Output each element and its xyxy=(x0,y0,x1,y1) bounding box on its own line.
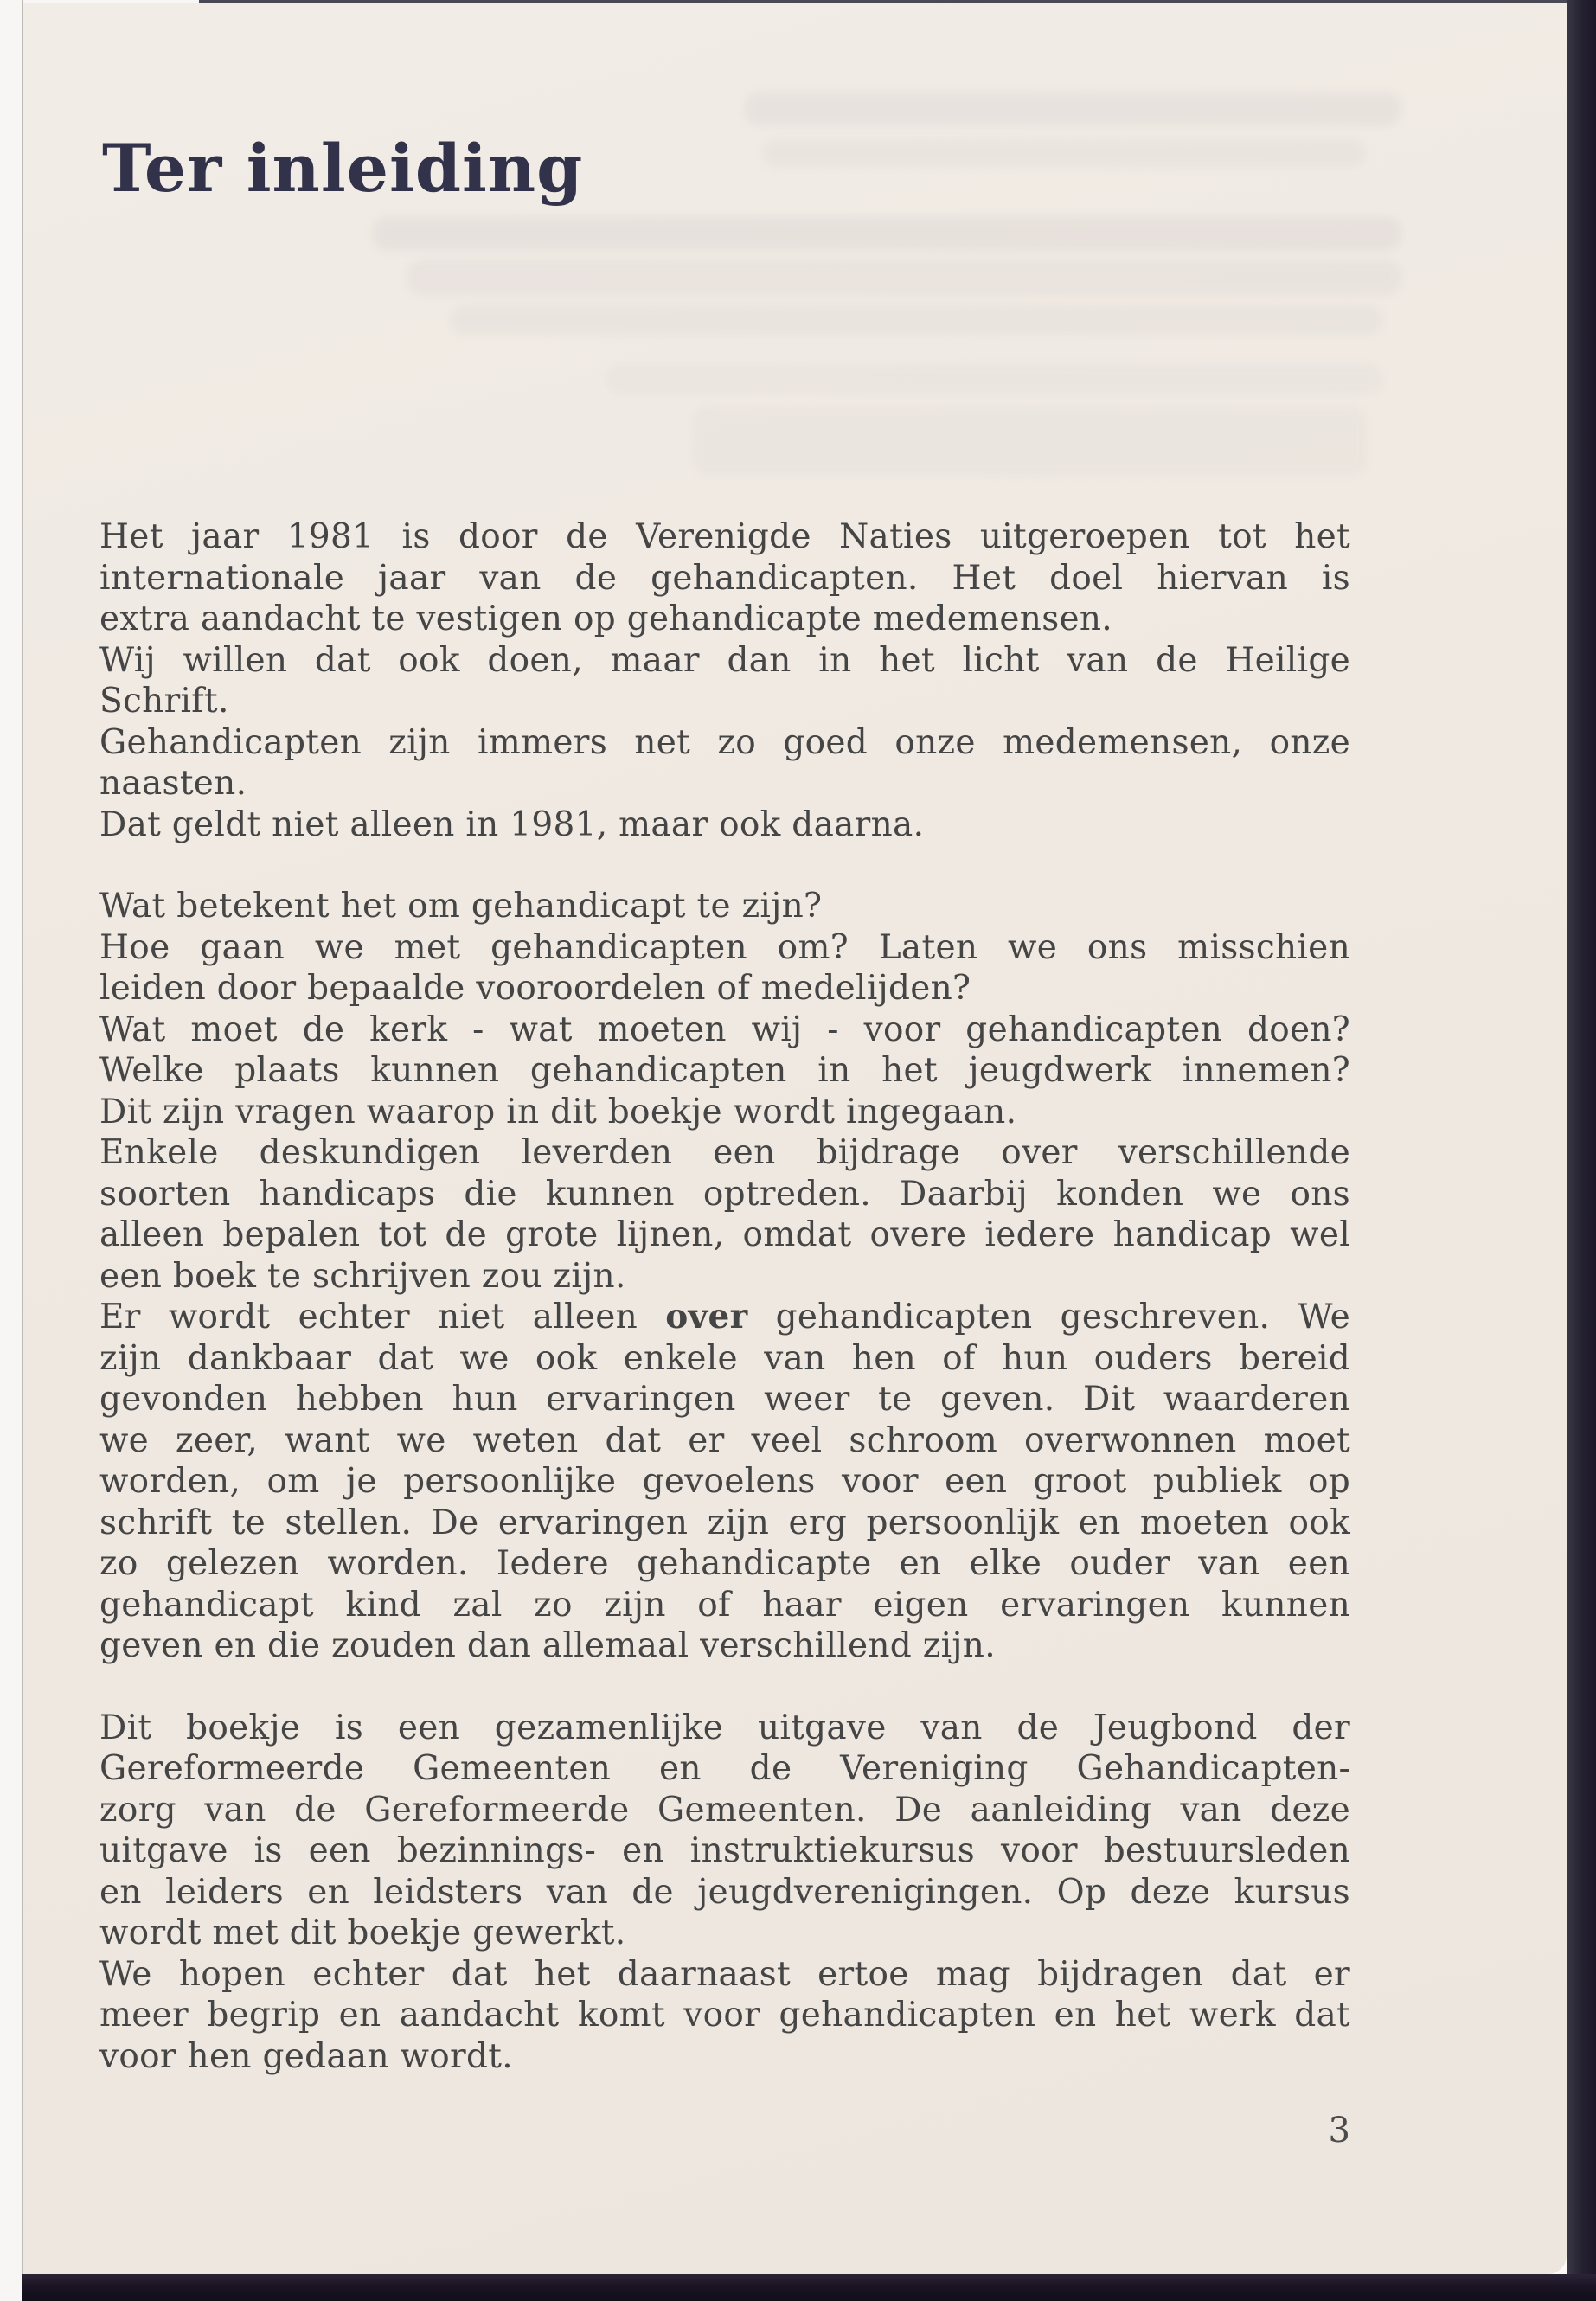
text-line: Dat geldt niet alleen in 1981, maar ook daarna. xyxy=(99,804,925,844)
text-line: meer begrip en aandacht komt voor gehandicapten en het werk dat xyxy=(99,1996,1350,2035)
page-title: Ter inleiding xyxy=(102,130,584,207)
text-line: naasten. xyxy=(99,764,247,803)
text-line: Welke plaats kunnen gehandicapten in het jeugdwerk innemen? xyxy=(99,1051,1350,1090)
text-line: een boek te schrijven zou zijn. xyxy=(99,1256,626,1296)
text-line: extra aandacht te vestigen op gehandicapte medemensen. xyxy=(99,599,1113,638)
text-line: zo gelezen worden. Iedere gehandicapte en elke ouder van een xyxy=(99,1544,1350,1583)
text-line: Wat moet de kerk - wat moeten wij - voor gehandicapten doen? xyxy=(99,1009,1350,1049)
text-line: Wij willen dat ook doen, maar dan in het licht van de Heilige xyxy=(99,640,1350,680)
text-line: Hoe gaan we met gehandicapten om? Laten we ons misschien xyxy=(99,927,1350,967)
text-line: gevonden hebben hun ervaringen weer te geven. Dit waarderen xyxy=(99,1380,1350,1419)
text-line: geven en die zouden dan allemaal verschillend zijn. xyxy=(99,1626,996,1665)
text-line: worden, om je persoonlijke gevoelens voor een groot publiek op xyxy=(99,1462,1350,1501)
text-line: voor hen gedaan wordt. xyxy=(99,2036,513,2076)
text-line: schrift te stellen. De ervaringen zijn erg persoonlijk en moeten ook xyxy=(99,1503,1350,1542)
text-line: Dit zijn vragen waarop in dit boekje wordt ingegaan. xyxy=(99,1092,1017,1131)
text-line: gehandicapt kind zal zo zijn of haar eigen ervaringen kunnen xyxy=(99,1585,1350,1625)
text-line: Enkele deskundigen leverden een bijdrage over verschillende xyxy=(99,1133,1350,1172)
text-line: We hopen echter dat het daarnaast ertoe mag bijdragen dat er xyxy=(99,1954,1350,1994)
text-line: en leiders en leidsters van de jeugdverenigingen. Op deze kursus xyxy=(99,1872,1350,1912)
text-line: uitgave is een bezinnings- en instruktiekursus voor bestuursleden xyxy=(99,1831,1350,1870)
text-block xyxy=(99,516,1350,2118)
text-line: Schrift. xyxy=(99,682,229,721)
text-line: Gereformeerde Gemeenten en de Vereniging Gehandicapten- xyxy=(99,1749,1350,1788)
text-line: Gehandicapten zijn immers net zo goed onze medemensen, onze xyxy=(99,722,1350,762)
text-line: Het jaar 1981 is door de Verenigde Naties uitgeroepen tot het xyxy=(99,517,1350,556)
paragraph-block xyxy=(99,886,1350,1667)
paragraph-block xyxy=(99,1708,1350,2078)
text-line: wordt met dit boekje gewerkt. xyxy=(99,1913,626,1952)
text-line: zijn dankbaar dat we ook enkele van hen of hun ouders bereid xyxy=(99,1338,1350,1378)
page-number: 3 xyxy=(1328,2111,1350,2150)
text-line: Er wordt echter niet alleen over gehandicapten geschreven. We xyxy=(99,1297,1350,1336)
text-line: alleen bepalen tot de grote lijnen, omdat overe iedere handicap wel xyxy=(99,1215,1350,1254)
text-line: internationale jaar van de gehandicapten. Het doel hiervan is xyxy=(99,558,1350,598)
text-line: leiden door bepaalde vooroordelen of medelijden? xyxy=(99,969,971,1008)
text-line: soorten handicaps die kunnen optreden. Daarbij konden we ons xyxy=(99,1174,1350,1214)
text-line: Dit boekje is een gezamenlijke uitgave van de Jeugbond der xyxy=(99,1708,1350,1747)
text-line: we zeer, want we weten dat er veel schroom overwonnen moet xyxy=(99,1420,1350,1460)
paragraph-block xyxy=(99,516,1350,845)
text-line: Wat betekent het om gehandicapt te zijn? xyxy=(99,887,823,926)
text-line: zorg van de Gereformeerde Gemeenten. De aanleiding van deze xyxy=(99,1790,1350,1830)
